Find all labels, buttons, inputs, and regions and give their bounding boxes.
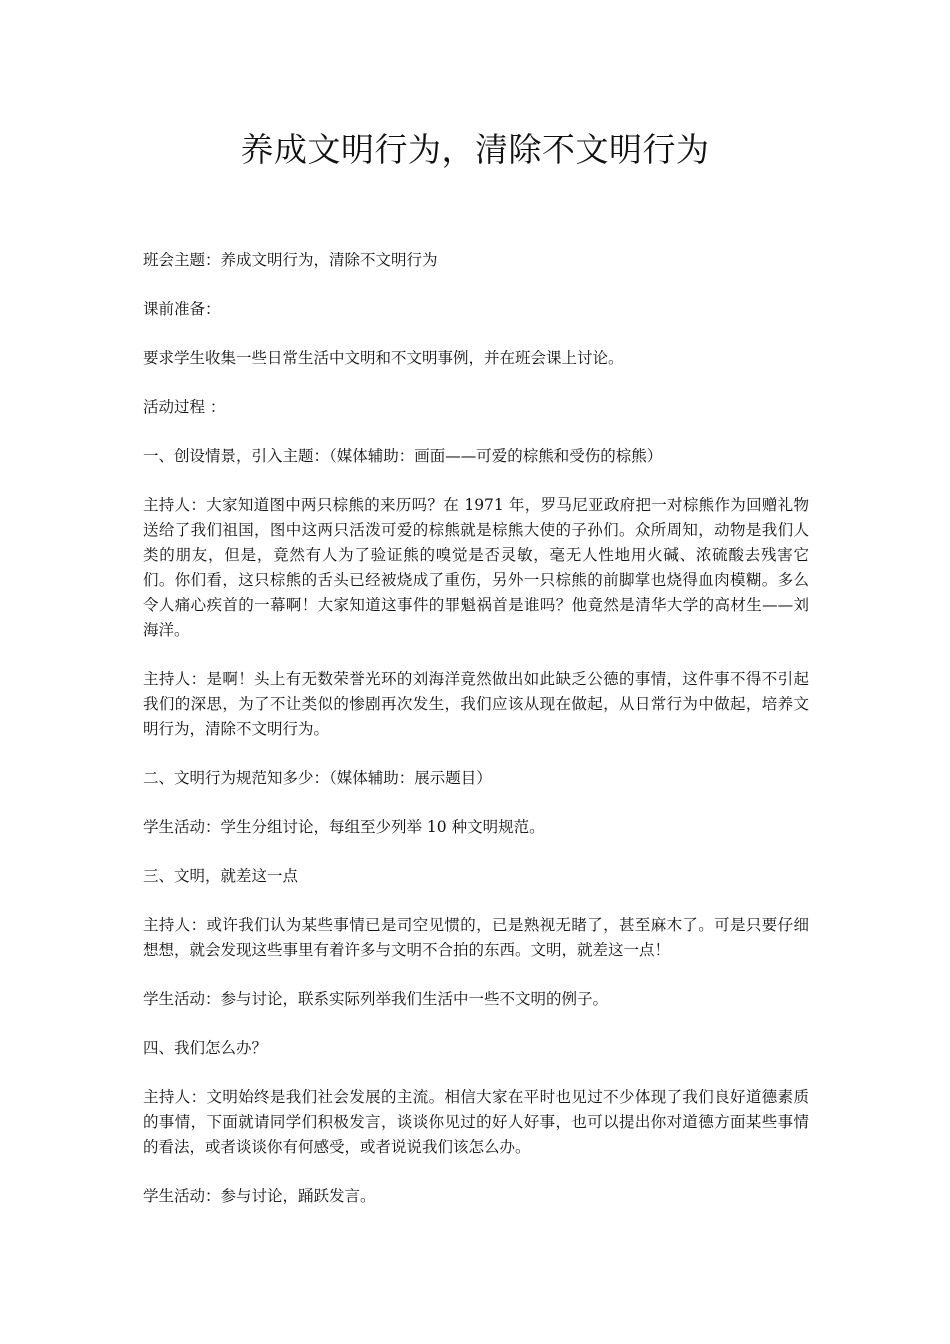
paragraph-preparation-heading: 课前准备： (143, 300, 221, 318)
document-body (143, 248, 809, 1233)
paragraph-process-heading: 活动过程 ： (143, 398, 226, 416)
section-heading-1: 一、创设情景，引入主题：（媒体辅助：画面——可爱的棕熊和受伤的棕熊） (143, 447, 663, 465)
paragraph-student-activity-3: 学生活动：参与讨论，踊跃发言。 (143, 1187, 376, 1205)
section-heading-2: 二、文明行为规范知多少：（媒体辅助：展示题目） (143, 769, 492, 787)
paragraph-student-activity-1: 学生活动：学生分组讨论，每组至少列举 10 种文明规范。 (143, 818, 545, 836)
paragraph-student-activity-2: 学生活动：参与讨论，联系实际列举我们生活中一些不文明的例子。 (143, 990, 609, 1008)
section-heading-3: 三、文明，就差这一点 (143, 867, 299, 885)
paragraph-host-3: 主持人：或许我们认为某些事情已是司空见惯的，已是熟视无睹了，甚至麻木了。可是只要仔细想想，就会发现这些事里有着许多与文明不合拍的东西。文明，就差这一点！ (143, 916, 809, 959)
paragraph-theme: 班会主题：养成文明行为，清除不文明行为 (143, 251, 438, 269)
paragraph-preparation: 要求学生收集一些日常生活中文明和不文明事例，并在班会课上讨论。 (143, 349, 624, 367)
section-heading-4: 四、我们怎么办？ (143, 1039, 268, 1057)
paragraph-host-4: 主持人：文明始终是我们社会发展的主流。相信大家在平时也见过不少体现了我们良好道德素质的事情，下面就请同学们积极发言，谈谈你见过的好人好事，也可以提出你对道德方面某些事情的看法，或者谈谈你有何感受，或者说说我们该怎么办。 (143, 1088, 809, 1156)
document-title: 养成文明行为，清除不文明行为 (240, 130, 710, 169)
paragraph-host-1: 主持人：大家知道图中两只棕熊的来历吗？在 1971 年，罗马尼亚政府把一对棕熊作为回赠礼物送给了我们祖国，图中这两只活泼可爱的棕熊就是棕熊大使的子孙们。众所周知，动物是我们人类的朋友，但是，竟然有人为了验证熊的嗅觉是否灵敏，毫无人性地用火碱、浓硫酸去残害它们。你们看，这只棕熊的舌头已经被烧成了重伤，另外一只棕熊的前脚掌也烧得血肉模糊。多么令人痛心疾首的一幕啊！大家知道这事件的罪魁祸首是谁吗？他竟然是清华大学的高材生——刘海洋。 (143, 496, 809, 639)
paragraph-host-2: 主持人：是啊！头上有无数荣誉光环的刘海洋竟然做出如此缺乏公德的事情，这件事不得不引起我们的深思，为了不让类似的惨剧再次发生，我们应该从现在做起，从日常行为中做起，培养文明行为，清除不文明行为。 (143, 670, 809, 738)
